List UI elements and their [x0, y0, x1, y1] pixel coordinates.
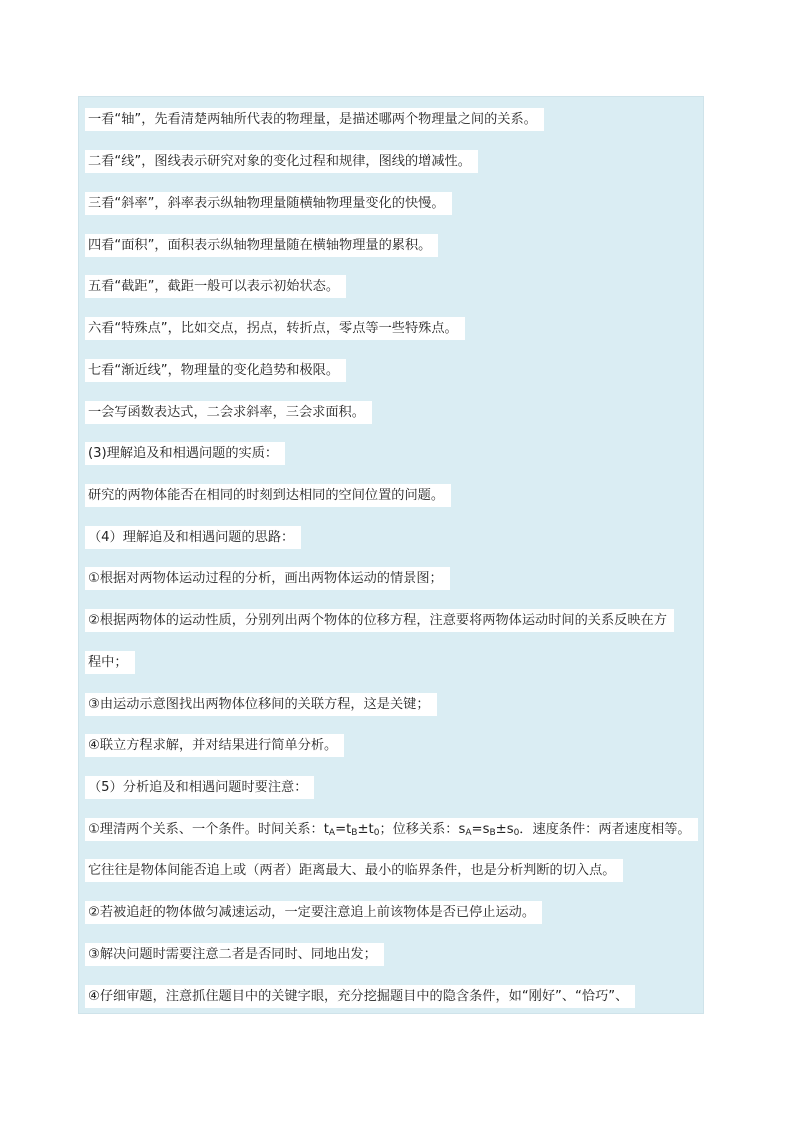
- text-line-13: ②根据两物体的运动性质，分别列出两个物体的位移方程，注意要将两物体运动时间的关系反映在方: [85, 609, 674, 632]
- pm-sign-1: ±: [357, 822, 369, 837]
- text-line-12: ①根据对两物体运动过程的分析，画出两物体运动的情景图；: [85, 567, 450, 590]
- text-line-8: 一会写函数表达式，二会求斜率，三会求面积。: [85, 401, 372, 424]
- sub-sA: A: [465, 828, 472, 838]
- var-sB: s: [482, 822, 490, 837]
- text-line-17: （5）分析追及和相遇问题时要注意：: [85, 776, 314, 799]
- eq-sign-1: =: [335, 822, 347, 837]
- sub-sB: B: [489, 828, 496, 838]
- sub-s0: 0: [513, 828, 520, 838]
- var-s0: s: [506, 822, 514, 837]
- eq-sign-2: =: [471, 822, 483, 837]
- text-line-2: 二看“线”，图线表示研究对象的变化过程和规律，图线的增减性。: [85, 150, 478, 173]
- text-line-9: (3)理解追及和相遇问题的实质：: [85, 442, 285, 465]
- pm-sign-2: ±: [495, 822, 507, 837]
- text-line-14: 程中；: [85, 651, 135, 674]
- var-sA: s: [458, 822, 466, 837]
- var-tA: t: [323, 822, 329, 837]
- sub-t0: 0: [373, 828, 380, 838]
- var-t0: t: [368, 822, 374, 837]
- text-line-22: ④仔细审题，注意抓住题目中的关键字眼，充分挖掘题目中的隐含条件，如“刚好”、“恰巧”、: [85, 985, 635, 1008]
- formula-suffix: ．速度条件：两者速度相等。: [519, 822, 691, 837]
- sub-tA: A: [328, 828, 336, 838]
- text-line-16: ④联立方程求解，并对结果进行简单分析。: [85, 734, 344, 757]
- formula-mid: ；位移关系：: [379, 822, 459, 837]
- text-line-4: 四看“面积”，面积表示纵轴物理量随在横轴物理量的累积。: [85, 234, 438, 257]
- formula-prefix: ①理清两个关系、一个条件。时间关系：: [88, 822, 324, 837]
- text-line-11: （4）理解追及和相遇问题的思路：: [85, 526, 301, 549]
- text-line-1: 一看“轴”，先看清楚两轴所代表的物理量，是描述哪两个物理量之间的关系。: [85, 108, 544, 131]
- text-line-5: 五看“截距”，截距一般可以表示初始状态。: [85, 275, 346, 298]
- text-line-21: ③解决问题时需要注意二者是否同时、同地出发；: [85, 943, 384, 966]
- content-panel: [78, 96, 704, 1014]
- text-line-3: 三看“斜率”，斜率表示纵轴物理量随横轴物理量变化的快慢。: [85, 192, 452, 215]
- text-line-10: 研究的两物体能否在相同的时刻到达相同的空间位置的问题。: [85, 484, 451, 507]
- formula-line: [85, 818, 698, 841]
- text-line-6: 六看“特殊点”，比如交点，拐点，转折点，零点等一些特殊点。: [85, 317, 465, 340]
- text-line-7: 七看“渐近线”，物理量的变化趋势和极限。: [85, 359, 346, 382]
- sub-tB: B: [351, 828, 358, 838]
- text-line-15: ③由运动示意图找出两物体位移间的关联方程，这是关键；: [85, 693, 437, 716]
- var-tB: t: [346, 822, 352, 837]
- text-line-19: 它往往是物体间能否追上或（两者）距离最大、最小的临界条件，也是分析判断的切入点。: [85, 859, 623, 882]
- text-line-20: ②若被追赶的物体做匀减速运动，一定要注意追上前该物体是否已停止运动。: [85, 901, 542, 924]
